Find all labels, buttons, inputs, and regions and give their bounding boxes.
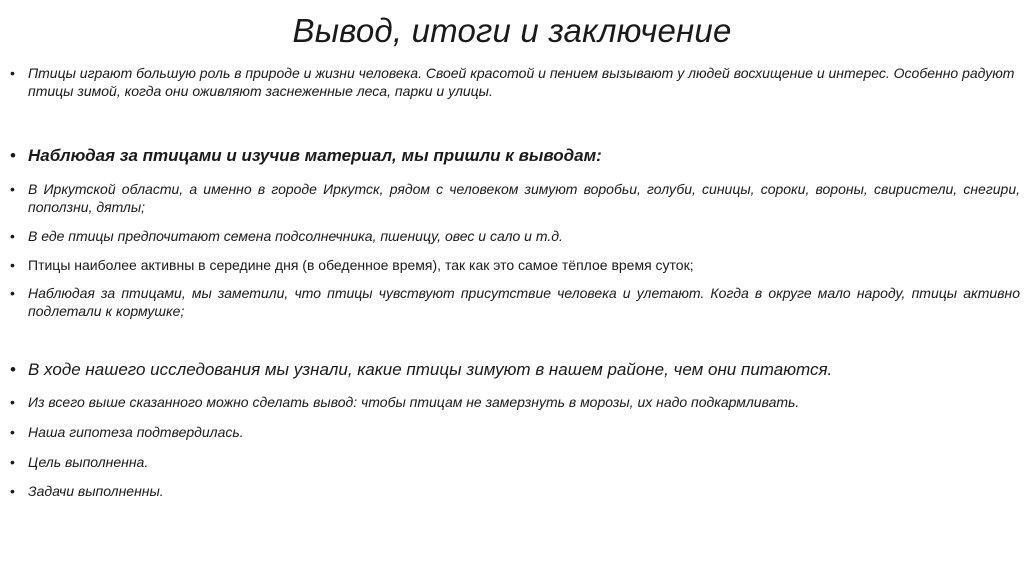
slide-title: Вывод, итоги и заключение	[292, 12, 732, 49]
bullet-marker: •	[10, 257, 15, 273]
list-item	[10, 145, 1020, 167]
list-item	[10, 453, 1020, 471]
list-item	[10, 393, 1020, 411]
list-item-text: Наблюдая за птицами и изучив материал, мы пришли к выводам:	[28, 146, 602, 165]
bullet-marker: •	[10, 146, 16, 165]
list-item-text: Наблюдая за птицами, мы заметили, что птицы чувствуют присутствие человека и улетают. Когда в округе мало народу, птицы активно подлетали к кормушке;	[28, 285, 1020, 319]
bullet-marker: •	[10, 181, 15, 197]
list-item	[10, 256, 1020, 274]
bullet-marker: •	[10, 360, 16, 379]
list-item	[10, 482, 1020, 500]
bullet-marker: •	[10, 285, 15, 301]
bullet-marker: •	[10, 65, 15, 81]
list-item	[10, 284, 1020, 320]
bullet-marker: •	[10, 228, 15, 244]
list-item	[10, 64, 1020, 100]
bullet-marker: •	[10, 483, 15, 499]
list-item	[10, 227, 1020, 245]
bullet-marker: •	[10, 424, 15, 440]
list-item	[10, 359, 1020, 381]
list-item-text: Птицы играют большую роль в природе и жизни человека. Своей красотой и пением вызывают у людей восхищение и интерес. Особенно радуют птицы зимой, когда они оживляют заснеженные леса, парки и улицы.	[28, 65, 1015, 99]
list-item-text: Из всего выше сказанного можно сделать вывод: чтобы птицам не замерзнуть в морозы, их надо подкармливать.	[28, 394, 800, 410]
list-item	[10, 180, 1020, 216]
bullet-marker: •	[10, 394, 15, 410]
list-item-text: В еде птицы предпочитают семена подсолнечника, пшеницу, овес и сало и т.д.	[28, 228, 563, 244]
list-item-text: В ходе нашего исследования мы узнали, какие птицы зимуют в нашем районе, чем они питаются.	[28, 360, 833, 379]
list-item-text: Цель выполненна.	[28, 454, 149, 470]
list-item-text: Наша гипотеза подтвердилась.	[28, 424, 244, 440]
list-item-text: Птицы наиболее активны в середине дня (в обеденное время), так как это самое тёплое время суток;	[28, 257, 694, 273]
list-item-text: Задачи выполненны.	[28, 483, 164, 499]
bullet-marker: •	[10, 454, 15, 470]
list-item	[10, 423, 1020, 441]
list-item-text: В Иркутской области, а именно в городе Иркутск, рядом с человеком зимуют воробьи, голуби, синицы, сороки, вороны, свиристели, снегири, поползни, дятлы;	[28, 181, 1020, 215]
